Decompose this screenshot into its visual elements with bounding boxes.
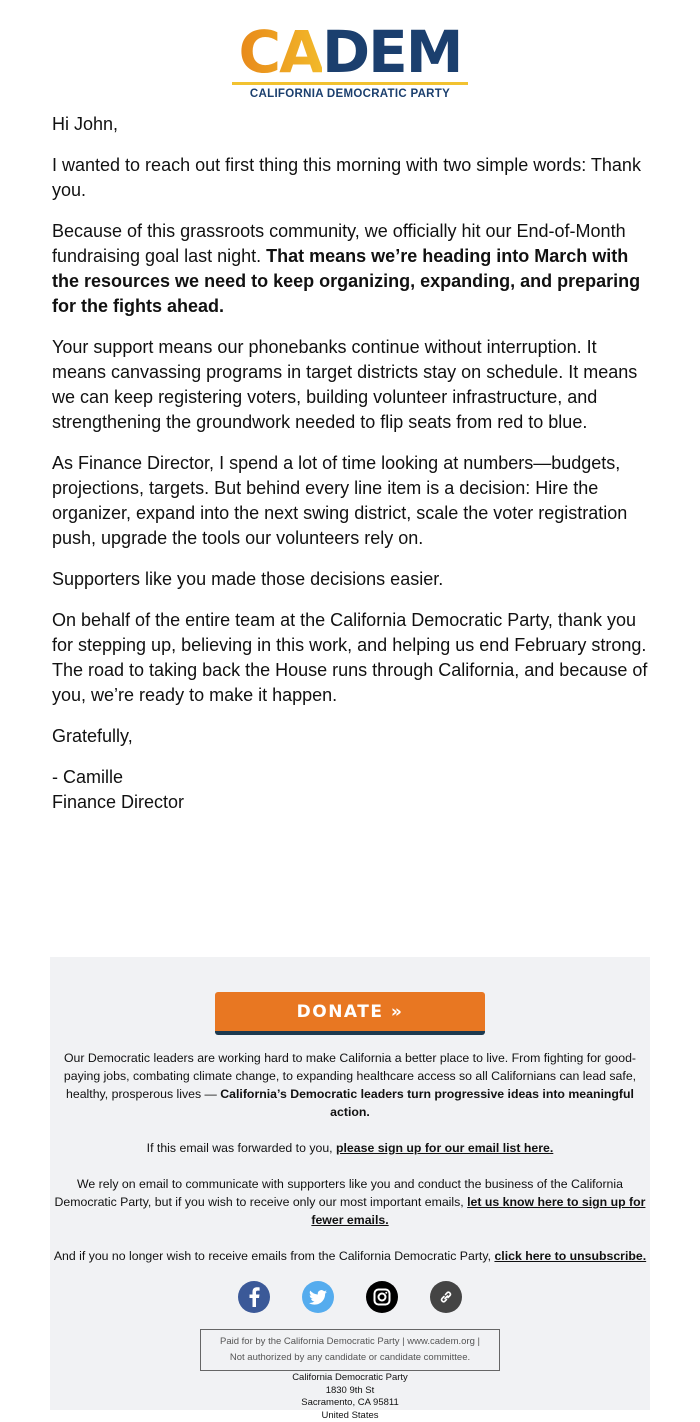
logo-dem: DEM (322, 18, 461, 86)
twitter-icon[interactable] (302, 1281, 334, 1313)
text: We rely on email to communicate with supporters like you and conduct the business of the California Democratic Party, but if you wish to receive only our most important emails, (55, 1177, 623, 1209)
address-line: California Democratic Party (50, 1372, 650, 1385)
forwarded-text (50, 1139, 650, 1157)
text: Our Democratic leaders are working hard to make California a better place to live. From fighting for good-paying jobs, combating climate change, to expanding healthcare access so all Californians can lead safe, healthy, prosperous lives — (64, 1051, 636, 1101)
signup-link[interactable]: please sign up for our email list here. (336, 1141, 553, 1155)
social-links (50, 1281, 650, 1313)
address-line: United States (50, 1410, 650, 1422)
paragraph: As Finance Director, I spend a lot of time looking at numbers—budgets, projections, targets. But behind every line item is a decision: Hire the organizer, expand into the next swing district, scale the voter registration push, upgrade the tools our volunteers rely on. (52, 451, 652, 551)
facebook-icon[interactable] (238, 1281, 270, 1313)
address-line: 1830 9th St (50, 1385, 650, 1398)
fewer-emails-link[interactable]: let us know here to sign up for fewer emails. (311, 1195, 645, 1227)
paid-for-disclaimer (200, 1329, 500, 1371)
logo-ca: CA (239, 18, 322, 86)
signature-title: Finance Director (52, 792, 184, 812)
fewer-emails-text (50, 1175, 650, 1229)
cadem-logo (232, 24, 468, 100)
disclaimer-line: Not authorized by any candidate or candidate committee. (201, 1350, 499, 1366)
bold-text: That means we’re heading into March with the resources we need to keep organizing, expanding, and preparing for the fights ahead. (52, 246, 640, 316)
paragraph: I wanted to reach out first thing this morning with two simple words: Thank you. (52, 153, 652, 203)
signature-name: - Camille (52, 767, 123, 787)
paragraph: Your support means our phonebanks continue without interruption. It means canvassing programs in target districts stay on schedule. It means we can keep registering voters, building volunteer infrastructure, and strengthening the groundwork needed to flip seats from red to blue. (52, 335, 652, 435)
signature (52, 765, 652, 815)
unsubscribe-text (50, 1247, 650, 1265)
footer (50, 957, 650, 1410)
paragraph (52, 219, 652, 319)
donate-button[interactable]: DONATE » (215, 992, 485, 1035)
email-body (52, 112, 652, 831)
mailing-address (50, 1372, 650, 1422)
paragraph: On behalf of the entire team at the California Democratic Party, thank you for stepping up, believing in this work, and helping us end February strong. The road to taking back the House runs through California, and because of you, we’re ready to make it happen. (52, 608, 652, 708)
paragraph: Supporters like you made those decisions easier. (52, 567, 652, 592)
address-line: Sacramento, CA 95811 (50, 1397, 650, 1410)
logo-subtitle: CALIFORNIA DEMOCRATIC PARTY (232, 88, 468, 100)
closing: Gratefully, (52, 724, 652, 749)
instagram-icon[interactable] (366, 1281, 398, 1313)
greeting: Hi John, (52, 112, 652, 137)
text: And if you no longer wish to receive emails from the California Democratic Party, (54, 1249, 491, 1263)
text: If this email was forwarded to you, (147, 1141, 333, 1155)
disclaimer-line: Paid for by the California Democratic Party | www.cadem.org | (201, 1334, 499, 1350)
text: Because of this grassroots community, we officially hit our End-of-Month fundraising goal last night. (52, 221, 626, 266)
link-icon[interactable] (430, 1281, 462, 1313)
bold-text: California’s Democratic leaders turn progressive ideas into meaningful action. (220, 1087, 634, 1119)
mission-text (50, 1049, 650, 1121)
unsubscribe-link[interactable]: click here to unsubscribe. (494, 1249, 646, 1263)
